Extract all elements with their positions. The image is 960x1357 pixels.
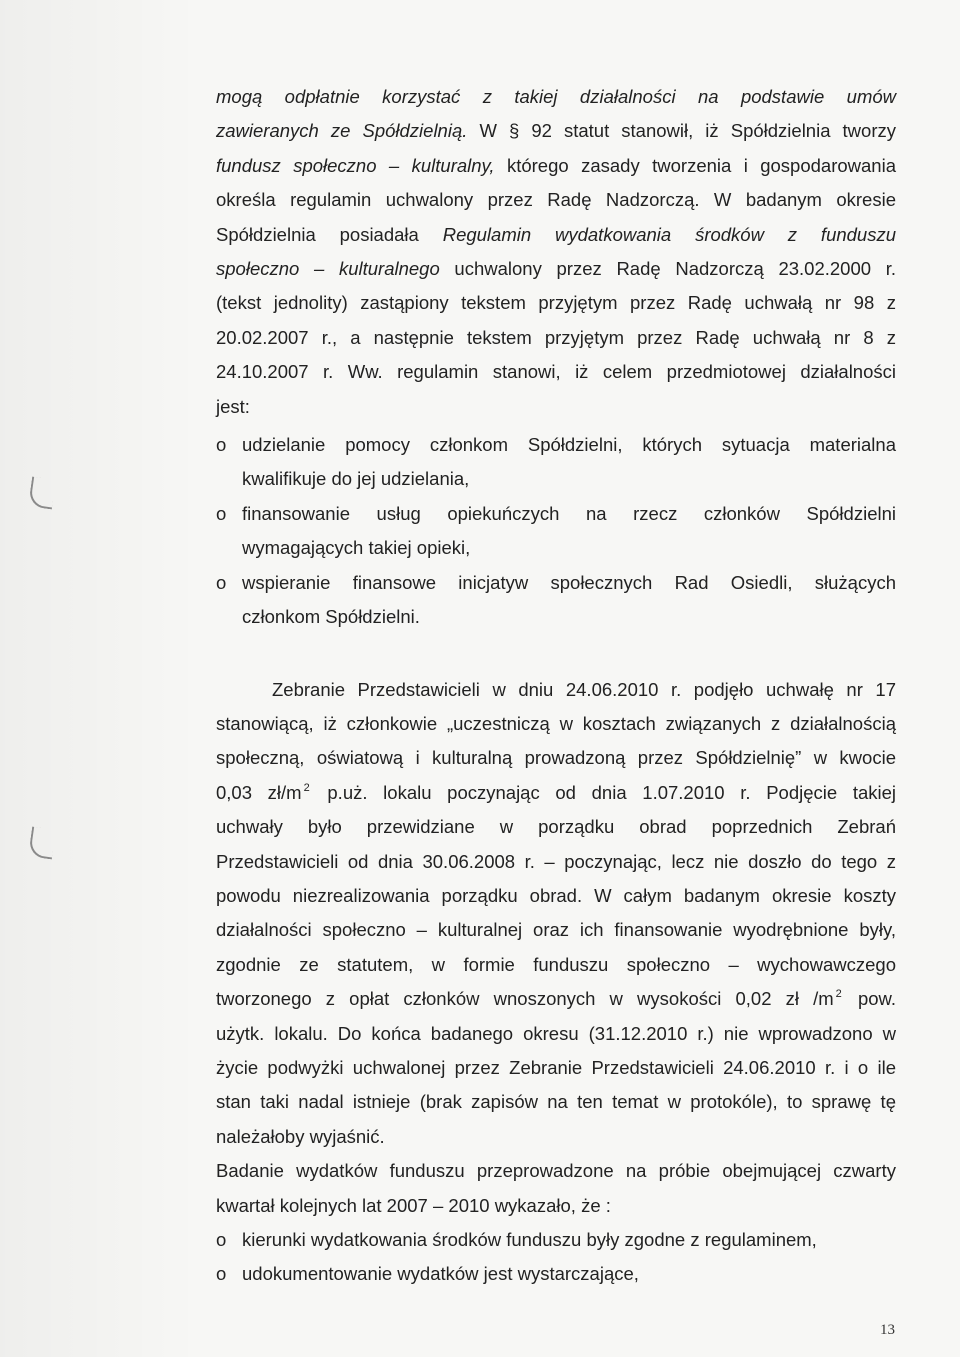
text-line: 20.02.2007 r., a następnie tekstem przyjętym przez Radę uchwałą nr 8 z xyxy=(216,326,896,348)
page-number: 13 xyxy=(880,1322,895,1338)
list-item: o udokumentowanie wydatków jest wystarczające, xyxy=(216,1257,896,1291)
text-line: Badanie wydatków funduszu przeprowadzone na próbie obejmującej czwarty xyxy=(216,1160,896,1182)
text-line: mogą odpłatnie korzystać z takiej działalności na podstawie umów xyxy=(216,86,896,107)
text-line: uchwały było przewidziane w porządku obrad poprzednich Zebrań xyxy=(216,816,896,838)
text-line: Zebranie Przedstawicieli w dniu 24.06.2010 r. podjęło uchwałę nr 17 xyxy=(272,678,896,700)
text-line: zawieranych ze Spółdzielnią. W § 92 statut stanowił, iż Spółdzielnia tworzy xyxy=(216,120,896,142)
paragraph-resolution xyxy=(216,673,896,1155)
text-line: społeczną, oświatową i kulturalną prowadzoną przez Spółdzielnię” w kwocie xyxy=(216,747,896,769)
text-line: użytk. lokalu. Do końca badanego okresu (31.12.2010 r.) nie wprowadzono w xyxy=(216,1022,896,1044)
text-line: zgodnie ze statutem, w formie funduszu społeczno – wychowawczego xyxy=(216,953,896,975)
list-item: o udzielanie pomocy członkom Spółdzielni, których sytuacja materialna kwalifikuje do jej udzielania, xyxy=(216,428,896,497)
text-line: stan taki nadal istnieje (brak zapisów na ten temat w protokóle), to sprawę tę xyxy=(216,1091,896,1113)
document-page xyxy=(216,80,896,1292)
audit-findings-list xyxy=(216,1223,896,1292)
purpose-list xyxy=(216,428,896,634)
text-line: powodu niezrealizowania porządku obrad. W całym badanym okresie koszty xyxy=(216,884,896,906)
text-line: stanowiącą, iż członkowie „uczestniczą w kosztach związanych z działalnością xyxy=(216,712,896,734)
text-line: 24.10.2007 r. Ww. regulamin stanowi, iż celem przedmiotowej działalności xyxy=(216,361,896,383)
text-line: tworzonego z opłat członków wnoszonych w wysokości 0,02 zł /m $^2$ pow. xyxy=(216,988,896,1010)
text-line: należałoby wyjaśnić. xyxy=(216,1125,385,1147)
text-line: Przedstawicieli od dnia 30.06.2008 r. – poczynając, lecz nie doszło do tego z xyxy=(216,850,896,872)
list-item: o wspieranie finansowe inicjatyw społecznych Rad Osiedli, służących członkom Spółdzielni. xyxy=(216,566,896,635)
text-line: działalności społeczno – kulturalnej oraz ich finansowanie wyodrębnione były, xyxy=(216,919,896,941)
list-item: o kierunki wydatkowania środków funduszu były zgodne z regulaminem, xyxy=(216,1223,896,1257)
text-line: życie podwyżki uchwalonej przez Zebranie Przedstawicieli 24.06.2010 r. i o ile xyxy=(216,1056,896,1078)
paragraph-audit xyxy=(216,1154,896,1223)
text-line: 0,03 zł/m $^2$ p.uż. lokalu poczynając od dnia 1.07.2010 r. Podjęcie takiej xyxy=(216,781,897,803)
text-line: jest: xyxy=(216,395,250,417)
text-line: społeczno – kulturalnego uchwalony przez Radę Nadzorczą 23.02.2000 r. xyxy=(216,258,896,280)
paragraph-fund-rules xyxy=(216,80,896,424)
text-line: (tekst jednolity) zastąpiony tekstem przyjętym przez Radę uchwałą nr 98 z xyxy=(216,292,896,314)
text-line: określa regulamin uchwalony przez Radę Nadzorczą. W badanym okresie xyxy=(216,189,896,211)
text-line: kwartał kolejnych lat 2007 – 2010 wykazało, że : xyxy=(216,1194,611,1216)
text-line: Spółdzielnia posiadała Regulamin wydatkowania środków z funduszu xyxy=(216,223,897,245)
text-line: fundusz społeczno – kulturalny, którego zasady tworzenia i gospodarowania xyxy=(216,154,896,176)
scan-shadow xyxy=(0,0,200,1357)
list-item: o finansowanie usług opiekuńczych na rzecz członków Spółdzielni wymagających takiej opieki, xyxy=(216,497,896,566)
spacer xyxy=(216,635,896,673)
